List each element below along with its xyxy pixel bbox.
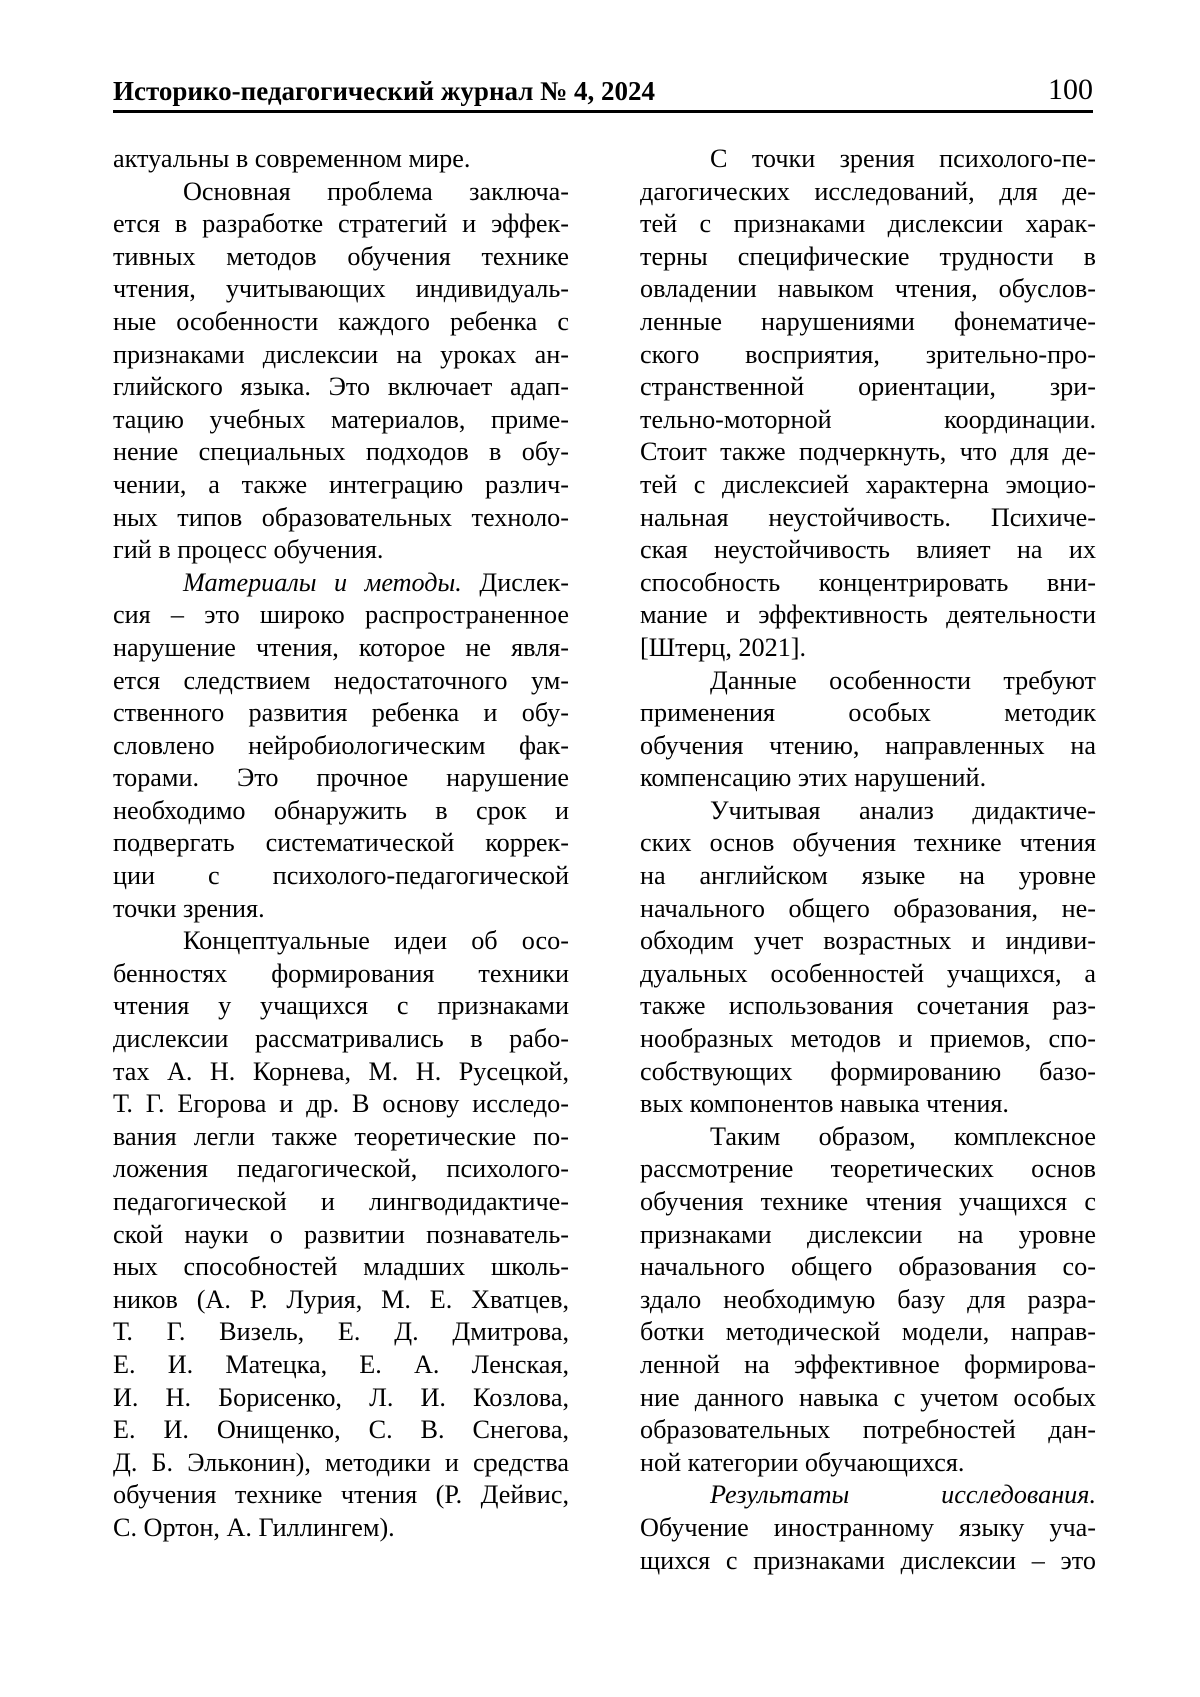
text-line: чтения у учащихся с признаками bbox=[113, 991, 569, 1021]
text-line: торами. Это прочное нарушение bbox=[113, 763, 569, 793]
right-column bbox=[640, 143, 1096, 1577]
text-fragment: Дислек- bbox=[479, 567, 570, 597]
text-line: ных типов образовательных техноло- bbox=[113, 502, 569, 532]
text-line: тивных методов обучения технике bbox=[113, 241, 569, 271]
text-line: актуальны в современном мире. bbox=[113, 144, 471, 173]
text-line: собствующих формированию базо- bbox=[640, 1056, 1096, 1086]
text-line: тей с дислексией характерна эмоцио- bbox=[640, 469, 1096, 499]
text-line: точки зрения. bbox=[113, 893, 265, 923]
text-line: нение специальных подходов в обу- bbox=[113, 437, 569, 467]
text-line: И. Н. Борисенко, Л. И. Козлова, bbox=[113, 1382, 569, 1412]
text-line: обучения технике чтения учащихся с bbox=[640, 1187, 1096, 1216]
text-line: Стоит также подчеркнуть, что для де- bbox=[640, 437, 1096, 467]
text-line: ние данного навыка с учетом особых bbox=[640, 1382, 1096, 1412]
text-line: начального общего образования со- bbox=[640, 1252, 1096, 1282]
text-line: Основная проблема заключа- bbox=[183, 176, 569, 206]
text-line: Таким образом, комплексное bbox=[710, 1121, 1096, 1151]
text-line: ции с психолого-педагогической bbox=[113, 861, 569, 891]
text-line: чении, а также интеграцию различ- bbox=[113, 469, 569, 499]
text-line: Е. И. Онищенко, С. В. Снегова, bbox=[113, 1415, 569, 1445]
text-line: гий в процесс обучения. bbox=[113, 535, 384, 565]
text-line: ской науки о развитии познаватель- bbox=[113, 1219, 569, 1249]
text-line: Концептуальные идеи об осо- bbox=[183, 926, 569, 956]
text-line: ется в разработке стратегий и эффек- bbox=[113, 209, 569, 239]
section-heading-materials: Материалы и методы. bbox=[183, 567, 462, 597]
text-line: глийского языка. Это включает адап- bbox=[113, 372, 569, 402]
text-line: здало необходимую базу для разра- bbox=[640, 1284, 1096, 1314]
text-line: необходимо обнаружить в срок и bbox=[113, 795, 569, 825]
text-line: ется следствием недостаточного ум- bbox=[113, 665, 569, 695]
page-number: 100 bbox=[1048, 73, 1093, 106]
text-line: [Штерц, 2021]. bbox=[640, 632, 807, 662]
text-line: Обучение иностранному языку уча- bbox=[640, 1512, 1096, 1542]
text-line: педагогической и лингводидактиче- bbox=[113, 1187, 569, 1216]
text-line: ская неустойчивость влияет на их bbox=[640, 535, 1096, 565]
text-line: бенностях формирования техники bbox=[113, 958, 569, 988]
text-line: Данные особенности требуют bbox=[710, 665, 1096, 695]
text-line: ленной на эффективное формирова- bbox=[640, 1349, 1096, 1379]
text-line: тах А. Н. Корнева, М. Н. Русецкой, bbox=[113, 1056, 569, 1086]
text-line: щихся с признаками дислексии – это bbox=[640, 1545, 1096, 1575]
text-line: ленные нарушениями фонематиче- bbox=[640, 306, 1096, 336]
text-line: тельно-моторной координации. bbox=[640, 404, 1096, 434]
text-line: сия – это широко распространенное bbox=[113, 600, 569, 630]
text-line: тей с признаками дислексии харак- bbox=[640, 209, 1096, 239]
text-line: вания легли также теоретические по- bbox=[113, 1121, 569, 1151]
text-line: вых компонентов навыка чтения. bbox=[640, 1089, 1009, 1119]
text-line: странственной ориентации, зри- bbox=[640, 372, 1096, 402]
text-line: дагогических исследований, для де- bbox=[640, 176, 1096, 206]
text-line: признаками дислексии на уроках ан- bbox=[113, 339, 569, 369]
text-line: нообразных методов и приемов, спо- bbox=[640, 1024, 1096, 1054]
text-line bbox=[113, 567, 569, 600]
text-line: на английском языке на уровне bbox=[640, 861, 1096, 891]
text-line: овладении навыком чтения, обуслов- bbox=[640, 274, 1096, 304]
text-line: ских основ обучения технике чтения bbox=[640, 828, 1096, 858]
text-line: применения особых методик bbox=[640, 698, 1096, 728]
text-line: дуальных особенностей учащихся, а bbox=[640, 958, 1096, 988]
text-line: также использования сочетания раз- bbox=[640, 991, 1096, 1021]
journal-title: Историко-педагогический журнал № 4, 2024 bbox=[113, 76, 656, 106]
text-line: образовательных потребностей дан- bbox=[640, 1415, 1096, 1445]
text-line: рассмотрение теоретических основ bbox=[640, 1154, 1096, 1184]
text-line: обучения чтению, направленных на bbox=[640, 730, 1096, 760]
text-line: дислексии рассматривались в рабо- bbox=[113, 1024, 569, 1054]
text-line: признаками дислексии на уровне bbox=[640, 1219, 1096, 1249]
text-line: терны специфические трудности в bbox=[640, 241, 1096, 271]
text-line: ского восприятия, зрительно-про- bbox=[640, 339, 1096, 369]
text-line: чтения, учитывающих индивидуаль- bbox=[113, 274, 569, 304]
text-line: обучения технике чтения (Р. Дейвис, bbox=[113, 1480, 569, 1510]
text-line: обходим учет возрастных и индиви- bbox=[640, 926, 1096, 956]
text-line: Учитывая анализ дидактиче- bbox=[710, 795, 1096, 825]
text-line: Д. Б. Эльконин), методики и средства bbox=[113, 1447, 569, 1477]
text-line: Е. И. Матецка, Е. А. Ленская, bbox=[113, 1349, 569, 1379]
text-line: ботки методической модели, направ- bbox=[640, 1317, 1096, 1347]
text-line: ной категории обучающихся. bbox=[640, 1447, 965, 1477]
text-line: ложения педагогической, психолого- bbox=[113, 1154, 569, 1184]
text-line: С точки зрения психолого-пе- bbox=[710, 144, 1096, 173]
text-line: компенсацию этих нарушений. bbox=[640, 763, 987, 793]
text-line: нарушение чтения, которое не явля- bbox=[113, 632, 569, 662]
text-line: мание и эффективность деятельности bbox=[640, 600, 1096, 630]
text-line: С. Ортон, А. Гиллингем). bbox=[113, 1512, 395, 1542]
left-column bbox=[113, 143, 569, 1545]
text-line: нальная неустойчивость. Психиче- bbox=[640, 502, 1096, 532]
section-heading-results: Результаты исследования. bbox=[710, 1480, 1096, 1510]
text-line: ников (А. Р. Лурия, М. Е. Хватцев, bbox=[113, 1284, 569, 1314]
text-line: ных способностей младших школь- bbox=[113, 1252, 569, 1282]
text-line: тацию учебных материалов, приме- bbox=[113, 404, 569, 434]
text-line: подвергать систематической коррек- bbox=[113, 828, 569, 858]
text-line: Т. Г. Егорова и др. В основу исследо- bbox=[113, 1089, 569, 1119]
text-line: ственного развития ребенка и обу- bbox=[113, 698, 569, 728]
page-header bbox=[113, 68, 1093, 113]
text-line: начального общего образования, не- bbox=[640, 893, 1096, 923]
text-line: ные особенности каждого ребенка с bbox=[113, 306, 569, 336]
text-line: словлено нейробиологическим фак- bbox=[113, 730, 569, 760]
text-line: способность концентрировать вни- bbox=[640, 567, 1096, 597]
text-line: Т. Г. Визель, Е. Д. Дмитрова, bbox=[113, 1317, 569, 1347]
